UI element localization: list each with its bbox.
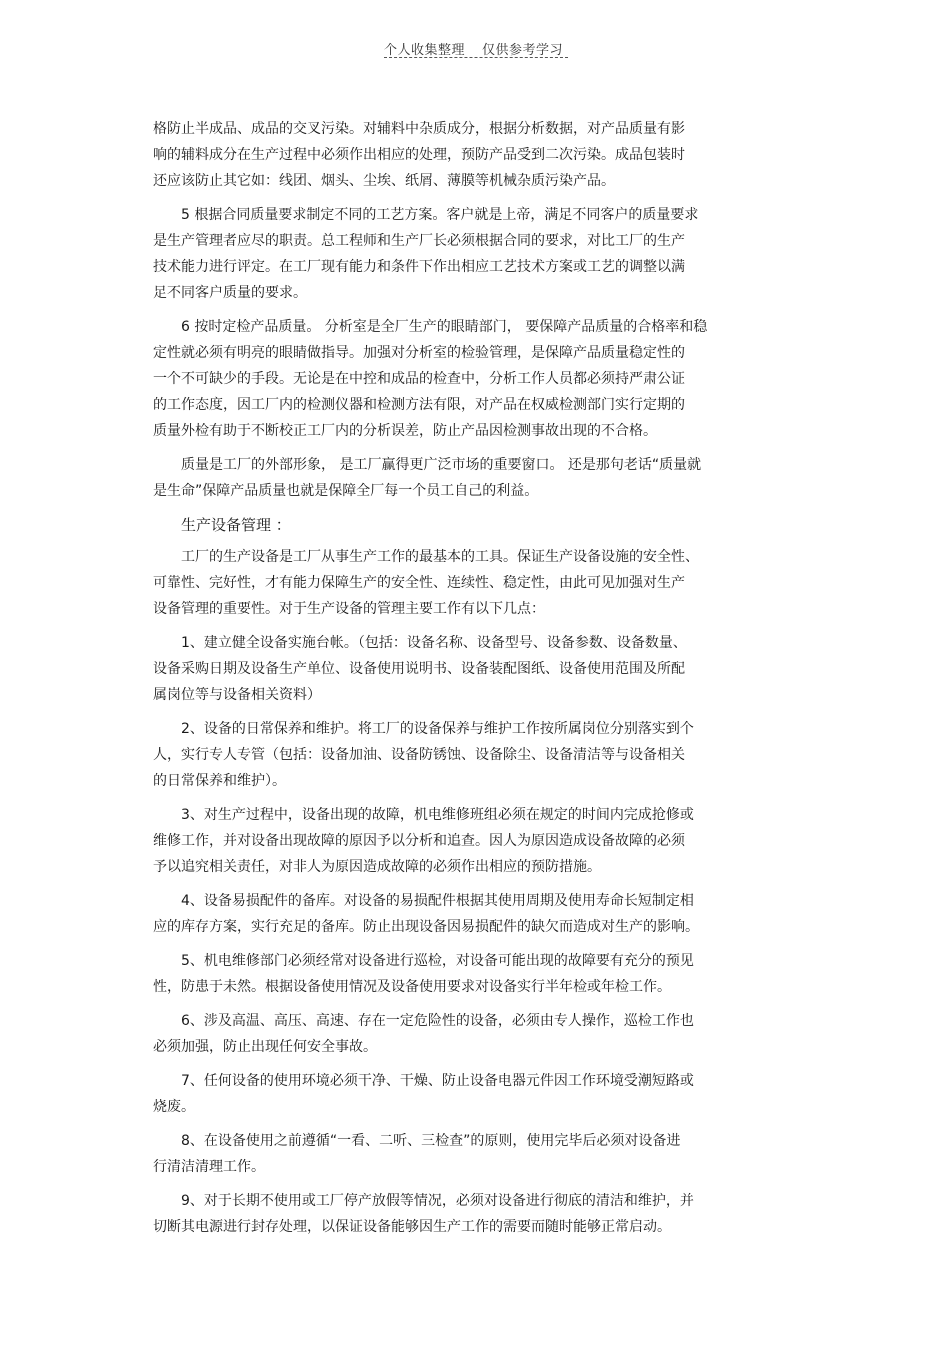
text-line: 性，防患于未然。根据设备使用情况及设备使用要求对设备实行半年检或年检工作。 xyxy=(153,979,671,995)
text-line: 予以追究相关责任，对非人为原因造成故障的必须作出相应的预防措施。 xyxy=(153,859,601,875)
header-divider xyxy=(384,57,568,58)
paragraph xyxy=(153,202,789,306)
text-line: 响的辅料成分在生产过程中必须作出相应的处理，预防产品受到二次污染。成品包装时 xyxy=(153,147,685,163)
header-left-text: 个人收集整理 xyxy=(384,43,466,58)
text-line: 质量是工厂的外部形象， 是工厂赢得更广泛市场的重要窗口。 还是那句老话“质量就 xyxy=(181,457,702,473)
text-line: 格防止半成品、成品的交叉污染。对辅料中杂质成分，根据分析数据，对产品质量有影 xyxy=(153,121,685,137)
section-heading xyxy=(153,512,789,538)
text-line: 维修工作，并对设备出现故障的原因予以分析和追查。因人为原因造成设备故障的必须 xyxy=(153,833,685,849)
text-line: 一个不可缺少的手段。无论是在中控和成品的检查中，分析工作人员都必须持严肃公证 xyxy=(153,371,685,387)
text-line: 4、设备易损配件的备库。对设备的易损配件根据其使用周期及使用寿命长短制定相 xyxy=(181,893,694,909)
text-line: 可靠性、完好性，才有能力保障生产的安全性、连续性、稳定性，由此可见加强对生产 xyxy=(153,575,685,591)
paragraph xyxy=(153,1008,789,1060)
text-line: 切断其电源进行封存处理，以保证设备能够因生产工作的需要而随时能够正常启动。 xyxy=(153,1219,671,1235)
text-line: 质量外检有助于不断校正工厂内的分析误差，防止产品因检测事故出现的不合格。 xyxy=(153,423,657,439)
text-line: 应的库存方案，实行充足的备库。防止出现设备因易损配件的缺欠而造成对生产的影响。 xyxy=(153,919,699,935)
paragraph xyxy=(153,1188,789,1240)
paragraph xyxy=(153,1128,789,1180)
text-line: 设备管理的重要性。对于生产设备的管理主要工作有以下几点： xyxy=(153,601,545,617)
text-line: 设备采购日期及设备生产单位、设备使用说明书、设备装配图纸、设备使用范围及所配 xyxy=(153,661,685,677)
text-line: 还应该防止其它如：线团、烟头、尘埃、纸屑、薄膜等机械杂质污染产品。 xyxy=(153,173,615,189)
text-line: 生产设备管理 ： xyxy=(181,516,291,534)
text-line: 9、对于长期不使用或工厂停产放假等情况，必须对设备进行彻底的清洁和维护，并 xyxy=(181,1193,694,1209)
text-line: 的日常保养和维护）。 xyxy=(153,773,286,789)
paragraph xyxy=(153,716,789,794)
paragraph xyxy=(153,116,789,194)
text-line: 5 根据合同质量要求制定不同的工艺方案。客户就是上帝，满足不同客户的质量要求 xyxy=(181,207,699,223)
paragraph xyxy=(153,802,789,880)
text-line: 行清洁清理工作。 xyxy=(153,1159,265,1175)
paragraph xyxy=(153,544,789,622)
text-line: 的工作态度，因工厂内的检测仪器和检测方法有限，对产品在权威检测部门实行定期的 xyxy=(153,397,685,413)
text-line: 工厂的生产设备是工厂从事生产工作的最基本的工具。保证生产设备设施的安全性、 xyxy=(181,549,699,565)
text-line: 3、对生产过程中，设备出现的故障，机电维修班组必须在规定的时间内完成抢修或 xyxy=(181,807,694,823)
text-line: 必须加强，防止出现任何安全事故。 xyxy=(153,1039,377,1055)
document-body xyxy=(153,116,789,1248)
text-line: 属岗位等与设备相关资料） xyxy=(153,687,321,703)
header-right-text: 仅供参考学习 xyxy=(482,43,564,58)
text-line: 是生命”保障产品质量也就是保障全厂每一个员工自己的利益。 xyxy=(153,483,539,499)
text-line: 是生产管理者应尽的职责。总工程师和生产厂长必须根据合同的要求，对比工厂的生产 xyxy=(153,233,685,249)
page-header xyxy=(384,39,568,61)
text-line: 技术能力进行评定。在工厂现有能力和条件下作出相应工艺技术方案或工艺的调整以满 xyxy=(153,259,685,275)
text-line: 5、机电维修部门必须经常对设备进行巡检，对设备可能出现的故障要有充分的预见 xyxy=(181,953,694,969)
paragraph xyxy=(153,1068,789,1120)
paragraph xyxy=(153,314,789,444)
text-line: 6、涉及高温、高压、高速、存在一定危险性的设备，必须由专人操作，巡检工作也 xyxy=(181,1013,694,1029)
text-line: 烧废。 xyxy=(153,1099,195,1115)
text-line: 7、任何设备的使用环境必须干净、干燥、防止设备电器元件因工作环境受潮短路或 xyxy=(181,1073,694,1089)
paragraph xyxy=(153,630,789,708)
text-line: 定性就必须有明亮的眼睛做指导。加强对分析室的检验管理，是保障产品质量稳定性的 xyxy=(153,345,685,361)
text-line: 1、建立健全设备实施台帐。（包括：设备名称、设备型号、设备参数、设备数量、 xyxy=(181,635,687,651)
text-line: 6 按时定检产品质量。 分析室是全厂生产的眼睛部门， 要保障产品质量的合格率和稳 xyxy=(181,319,708,335)
text-line: 8、在设备使用之前遵循“一看、二听、三检查”的原则，使用完毕后必须对设备进 xyxy=(181,1133,681,1149)
paragraph xyxy=(153,888,789,940)
paragraph xyxy=(153,948,789,1000)
text-line: 人，实行专人专管（包括：设备加油、设备防锈蚀、设备除尘、设备清洁等与设备相关 xyxy=(153,747,685,763)
text-line: 足不同客户质量的要求。 xyxy=(153,285,307,301)
text-line: 2、设备的日常保养和维护。将工厂的设备保养与维护工作按所属岗位分别落实到个 xyxy=(181,721,694,737)
paragraph xyxy=(153,452,789,504)
